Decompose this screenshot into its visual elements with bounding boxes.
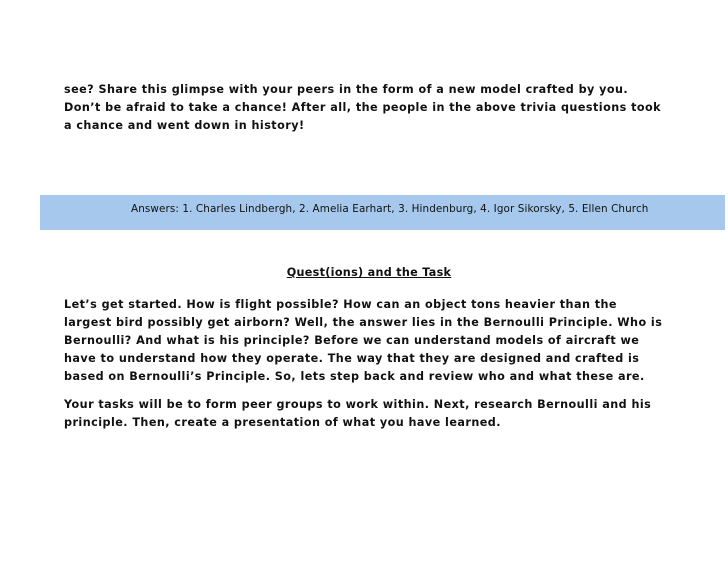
answers-line: Answers: 1. Charles Lindbergh, 2. Amelia Earhart, 3. Hindenburg, 4. Igor Sikorsky, 5. Ellen Church [131,203,649,215]
section-heading-text: Quest(ions) and the Task [286,266,452,279]
body-paragraph-2: Your tasks will be to form peer groups to work within. Next, research Bernoulli and his principle. Then, create a presentation of what you have learned. [64,398,652,429]
section-heading [0,265,728,281]
body-paragraph-1: Let’s get started. How is flight possible? How can an object tons heavier than the largest bird possibly get airborn? Well, the answer lies in the Bernoulli Principle. Who is Bernoulli? And what is his principle? Before we can understand models of aircraft we have to understand how they operate. The way that they are designed and crafted is based on Bernoulli’s Principle. So, lets step back and review who and what these are. [64,298,663,383]
intro-paragraph: see? Share this glimpse with your peers in the form of a new model crafted by you. Don’t be afraid to take a chance! After all, the people in the above trivia questions took a chance and went down in history! [64,83,662,132]
